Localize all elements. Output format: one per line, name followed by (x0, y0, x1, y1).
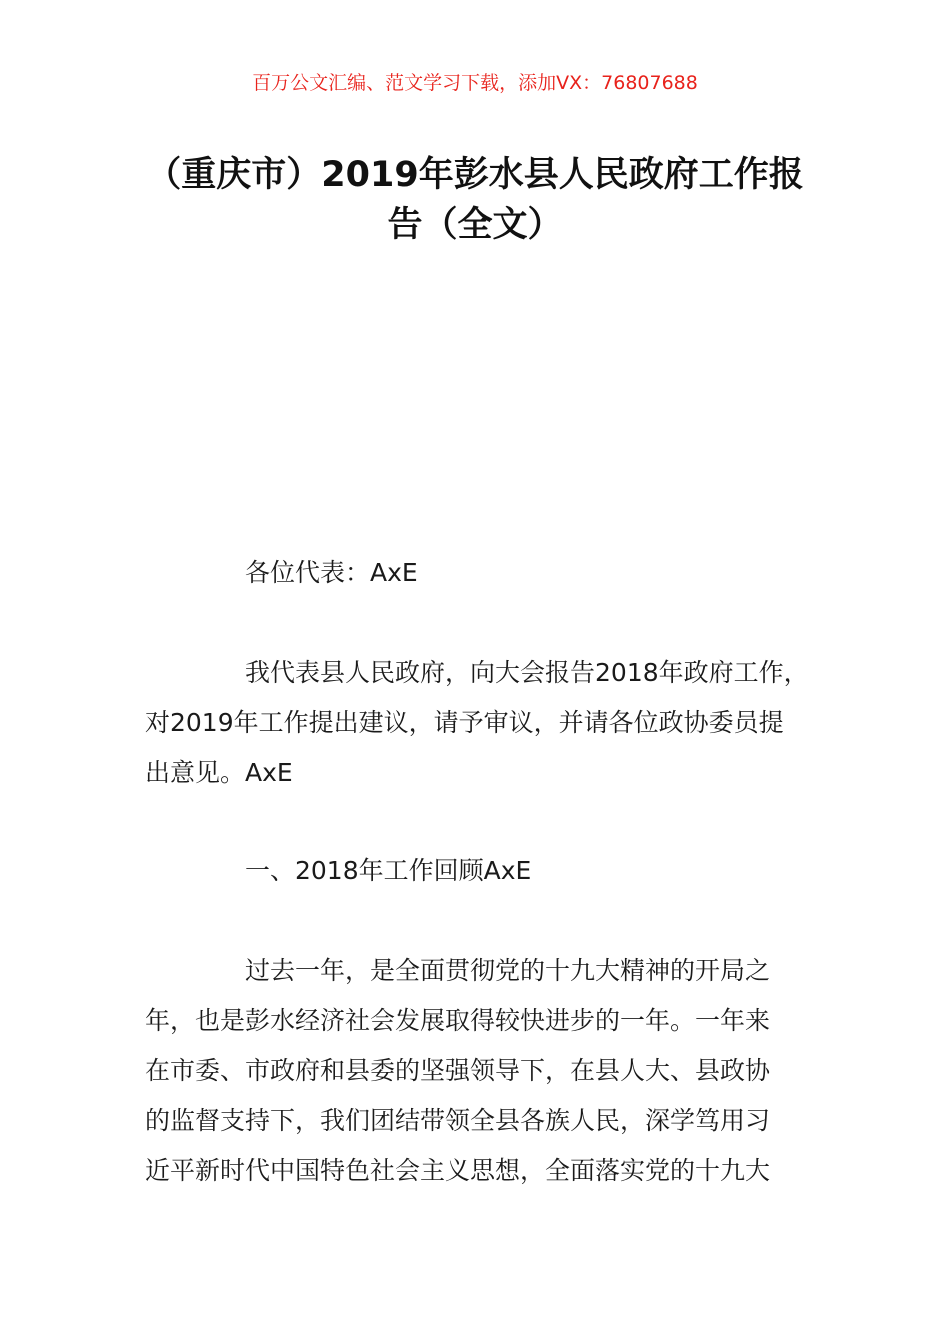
title-line-2: 告（全文） (387, 205, 563, 245)
review-line: 过去一年，是全面贯彻党的十九大精神的开局之 (245, 956, 771, 985)
intro-line: 出意见。AxE (145, 758, 293, 787)
intro-line: 对2019年工作提出建议，请予审议，并请各位政协委员提 (145, 708, 784, 737)
title-line-1: （重庆市）2019年彭水县人民政府工作报 (146, 155, 804, 195)
salutation: 各位代表：AxE (245, 558, 418, 587)
review-line: 近平新时代中国特色社会主义思想，全面落实党的十九大 (145, 1156, 771, 1185)
section-heading: 一、2018年工作回顾AxE (245, 856, 532, 885)
review-line: 在市委、市政府和县委的坚强领导下，在县人大、县政协 (145, 1056, 771, 1085)
salutation-paragraph (145, 548, 835, 598)
page-title (100, 150, 850, 250)
review-paragraph (145, 946, 835, 1196)
review-line: 的监督支持下，我们团结带领全县各族人民，深学笃用习 (145, 1106, 771, 1135)
review-line: 年，也是彭水经济社会发展取得较快进步的一年。一年来 (145, 1006, 771, 1035)
intro-paragraph (145, 648, 835, 798)
section-heading-paragraph (145, 846, 835, 896)
watermark-banner: 百万公文汇编、范文学习下载，添加VX：76807688 (252, 72, 698, 94)
intro-line: 我代表县人民政府，向大会报告2018年政府工作， (245, 658, 809, 687)
